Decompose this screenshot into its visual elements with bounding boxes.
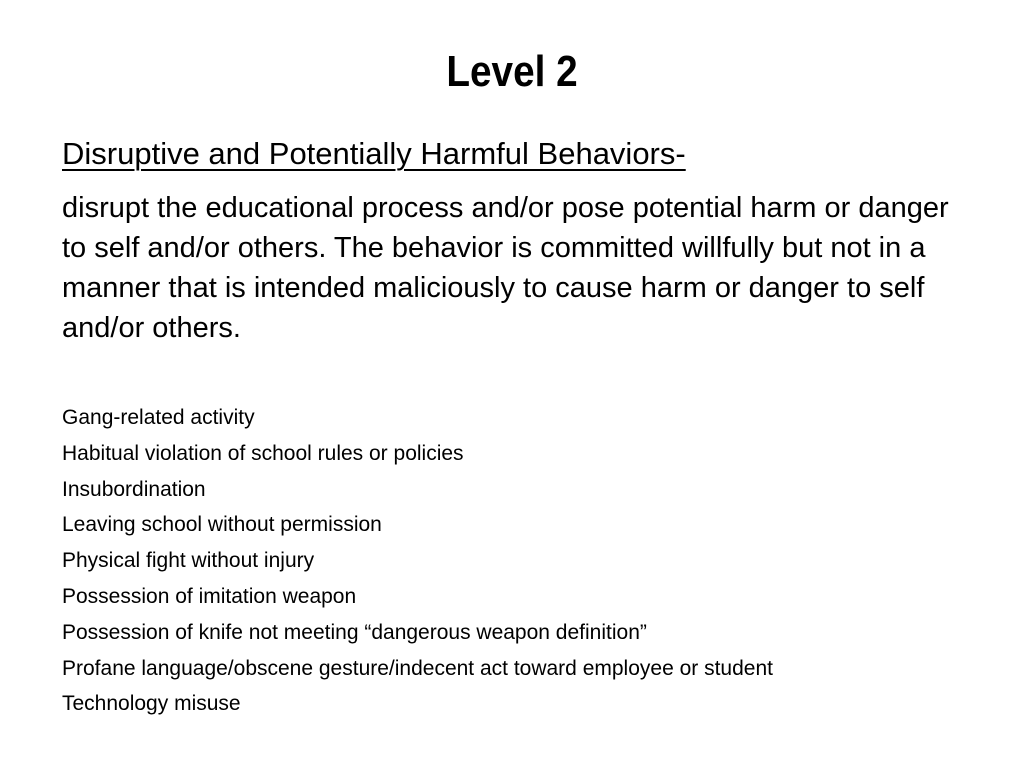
definition-paragraph: disrupt the educational process and/or pose potential harm or danger to self and/or others. The behavior is committed willfully but not in a manner that is intended maliciously to cause harm or danger to self and/or others. — [62, 192, 949, 344]
section-heading: Disruptive and Potentially Harmful Behaviors- — [62, 136, 686, 171]
list-item: Possession of knife not meeting “dangerous weapon definition” — [62, 620, 647, 644]
list-item: Possession of imitation weapon — [62, 584, 357, 608]
list-item: Profane language/obscene gesture/indecent act toward employee or student — [62, 656, 773, 680]
list-item: Gang-related activity — [62, 406, 255, 429]
list-item: Physical fight without injury — [62, 549, 315, 573]
behavior-list — [62, 400, 962, 722]
list-item: Insubordination — [62, 477, 206, 501]
slide-title: Level 2 — [446, 47, 578, 96]
list-item: Technology misuse — [62, 692, 241, 716]
list-item: Habitual violation of school rules or policies — [62, 441, 464, 465]
list-item: Leaving school without permission — [62, 513, 382, 537]
